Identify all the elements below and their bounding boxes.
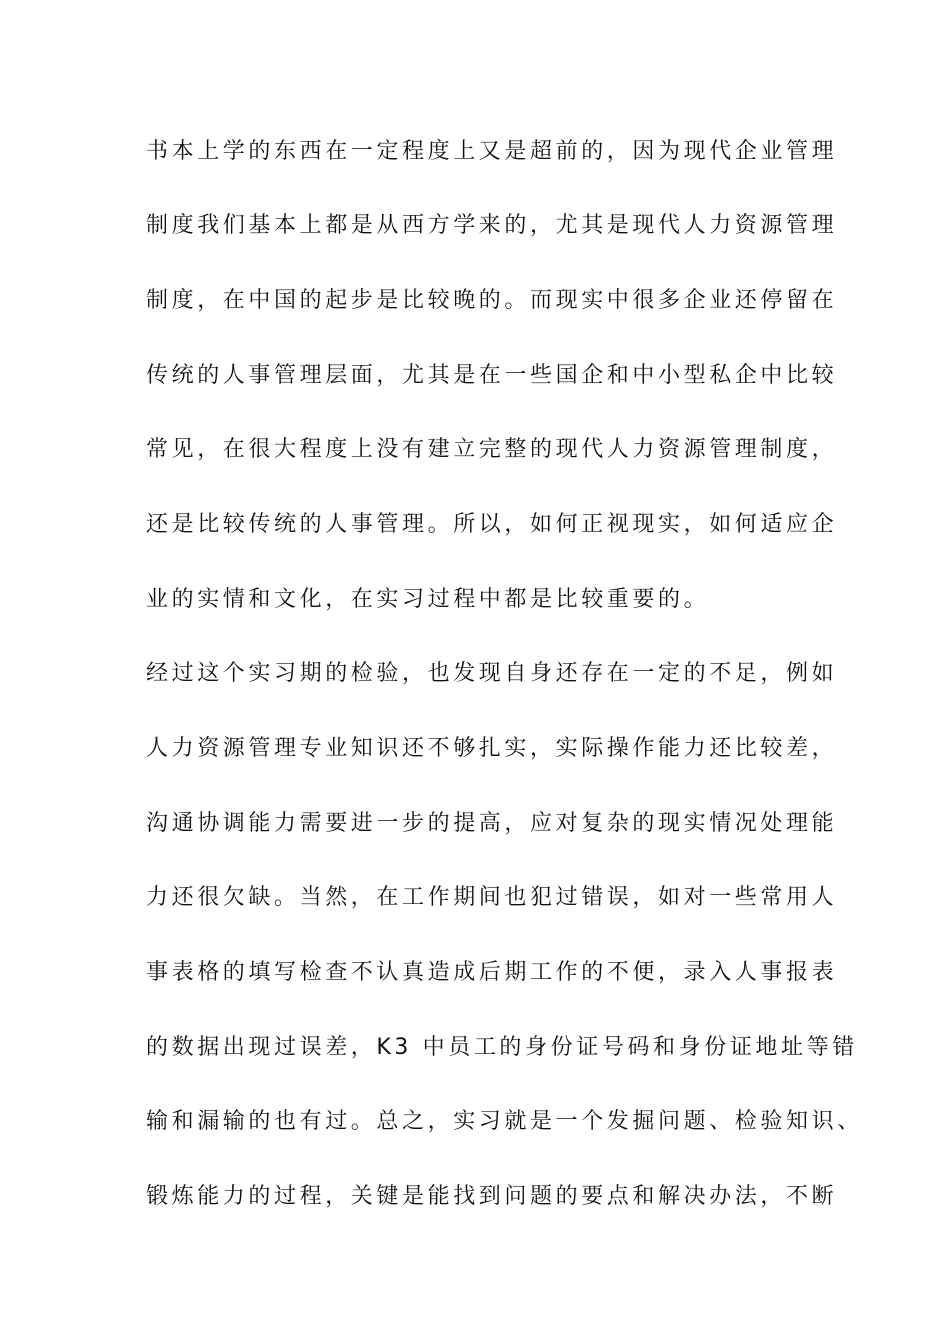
text-line: 制度，在中国的起步是比较晚的。而现实中很多企业还停留在 bbox=[146, 288, 838, 313]
text-line: 人力资源管理专业知识还不够扎实，实际操作能力还比较差， bbox=[146, 736, 838, 761]
text-line: 经过这个实习期的检验，也发现自身还存在一定的不足，例如 bbox=[146, 661, 838, 686]
text-line: 锻炼能力的过程，关键是能找到问题的要点和解决办法，不断 bbox=[146, 1184, 838, 1209]
text-line: 还是比较传统的人事管理。所以，如何正视现实，如何适应企 bbox=[146, 512, 838, 537]
text-line: 传统的人事管理层面，尤其是在一些国企和中小型私企中比较 bbox=[146, 363, 838, 388]
text-line: 力还很欠缺。当然，在工作期间也犯过错误，如对一些常用人 bbox=[146, 885, 838, 910]
text-line: 沟通协调能力需要进一步的提高，应对复杂的现实情况处理能 bbox=[146, 811, 838, 836]
text-line: 常见，在很大程度上没有建立完整的现代人力资源管理制度， bbox=[146, 437, 838, 462]
text-line: 书本上学的东西在一定程度上又是超前的，因为现代企业管理 bbox=[146, 139, 838, 164]
text-line: 输和漏输的也有过。总之，实习就是一个发掘问题、检验知识、 bbox=[146, 1109, 863, 1134]
text-line: 制度我们基本上都是从西方学来的，尤其是现代人力资源管理 bbox=[146, 213, 838, 238]
text-line: 事表格的填写检查不认真造成后期工作的不便，录入人事报表 bbox=[146, 960, 838, 985]
text-line: 的数据出现过误差，K3 中员工的身份证号码和身份证地址等错 bbox=[146, 1035, 858, 1060]
text-line: 业的实情和文化，在实习过程中都是比较重要的。 bbox=[146, 587, 710, 612]
